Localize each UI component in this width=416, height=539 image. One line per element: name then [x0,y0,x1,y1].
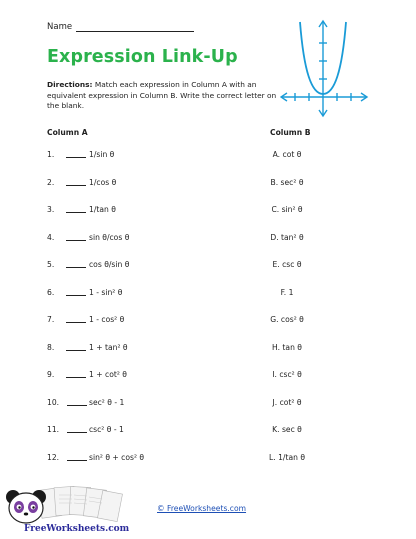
row-number: 11. [47,425,60,434]
column-a-expression: cos θ/sin θ [89,260,130,269]
matching-row [47,205,367,233]
name-blank-line[interactable] [76,22,194,32]
row-number: 3. [47,205,55,214]
row-number: 7. [47,315,55,324]
column-b-option: J. cot² θ [272,397,302,407]
parabola-graph-icon [280,18,370,118]
copyright-link[interactable]: © FreeWorksheets.com [157,504,247,513]
column-a-expression: 1/tan θ [89,205,116,214]
column-a-header: Column A [47,128,88,137]
answer-blank[interactable] [66,240,86,241]
matching-rows [47,150,367,480]
column-b-header: Column B [270,128,311,137]
column-a-expression: 1 + tan² θ [89,342,128,352]
matching-row [47,425,367,453]
column-a-expression: sec² θ - 1 [89,397,125,407]
column-b-option: G. cos² θ [270,315,304,324]
worksheet-title: Expression Link-Up [47,47,238,67]
row-number: 4. [47,232,55,242]
row-number: 2. [47,177,55,187]
answer-blank[interactable] [66,377,86,378]
answer-blank[interactable] [67,460,87,461]
row-number: 12. [47,452,60,462]
column-b-option: I. csc² θ [272,370,302,379]
column-b-option: B. sec² θ [270,177,304,187]
column-a-expression: sin² θ + cos² θ [89,452,145,462]
row-number: 6. [47,287,55,297]
column-b-option: E. csc θ [272,260,302,269]
column-a-expression: sin θ/cos θ [89,232,130,242]
matching-row [47,315,367,343]
answer-blank[interactable] [66,185,86,186]
directions-label: Directions: [47,80,93,89]
column-b-option: F. 1 [280,287,294,297]
name-label: Name [47,22,73,32]
column-b-option: H. tan θ [272,342,302,352]
column-b-option: A. cot θ [272,150,302,159]
column-a-expression: csc² θ - 1 [89,425,124,434]
column-b-option: D. tan² θ [270,232,304,242]
matching-row [47,343,367,371]
logo-text: FreeWorksheets.com [24,524,130,534]
column-b-option: K. sec θ [272,425,302,434]
answer-blank[interactable] [66,157,86,158]
answer-blank[interactable] [66,295,86,296]
matching-row [47,398,367,426]
matching-row [47,288,367,316]
answer-blank[interactable] [66,350,86,351]
matching-row [47,370,367,398]
answer-blank[interactable] [66,212,86,213]
name-field [47,22,194,32]
column-b-option: L. 1/tan θ [269,452,305,462]
column-a-expression: 1/cos θ [89,177,117,187]
column-a-expression: 1 + cot² θ [89,370,127,379]
column-b-option: C. sin² θ [271,205,303,214]
matching-row [47,453,367,481]
matching-row [47,150,367,178]
answer-blank[interactable] [67,432,87,433]
matching-row [47,178,367,206]
matching-row [47,233,367,261]
answer-blank[interactable] [66,267,86,268]
row-number: 1. [47,150,55,159]
column-a-expression: 1 - sin² θ [89,287,123,297]
answer-blank[interactable] [67,405,87,406]
column-a-expression: 1 - cos² θ [89,315,125,324]
row-number: 5. [47,260,55,269]
matching-row [47,260,367,288]
row-number: 10. [47,397,60,407]
row-number: 8. [47,342,55,352]
column-a-expression: 1/sin θ [89,150,115,159]
answer-blank[interactable] [66,322,86,323]
row-number: 9. [47,370,55,379]
directions-text: Match each expression in Column A with an equivalent expression in Column B. Write the correct letter on the blank. [47,80,277,111]
directions [47,80,285,112]
